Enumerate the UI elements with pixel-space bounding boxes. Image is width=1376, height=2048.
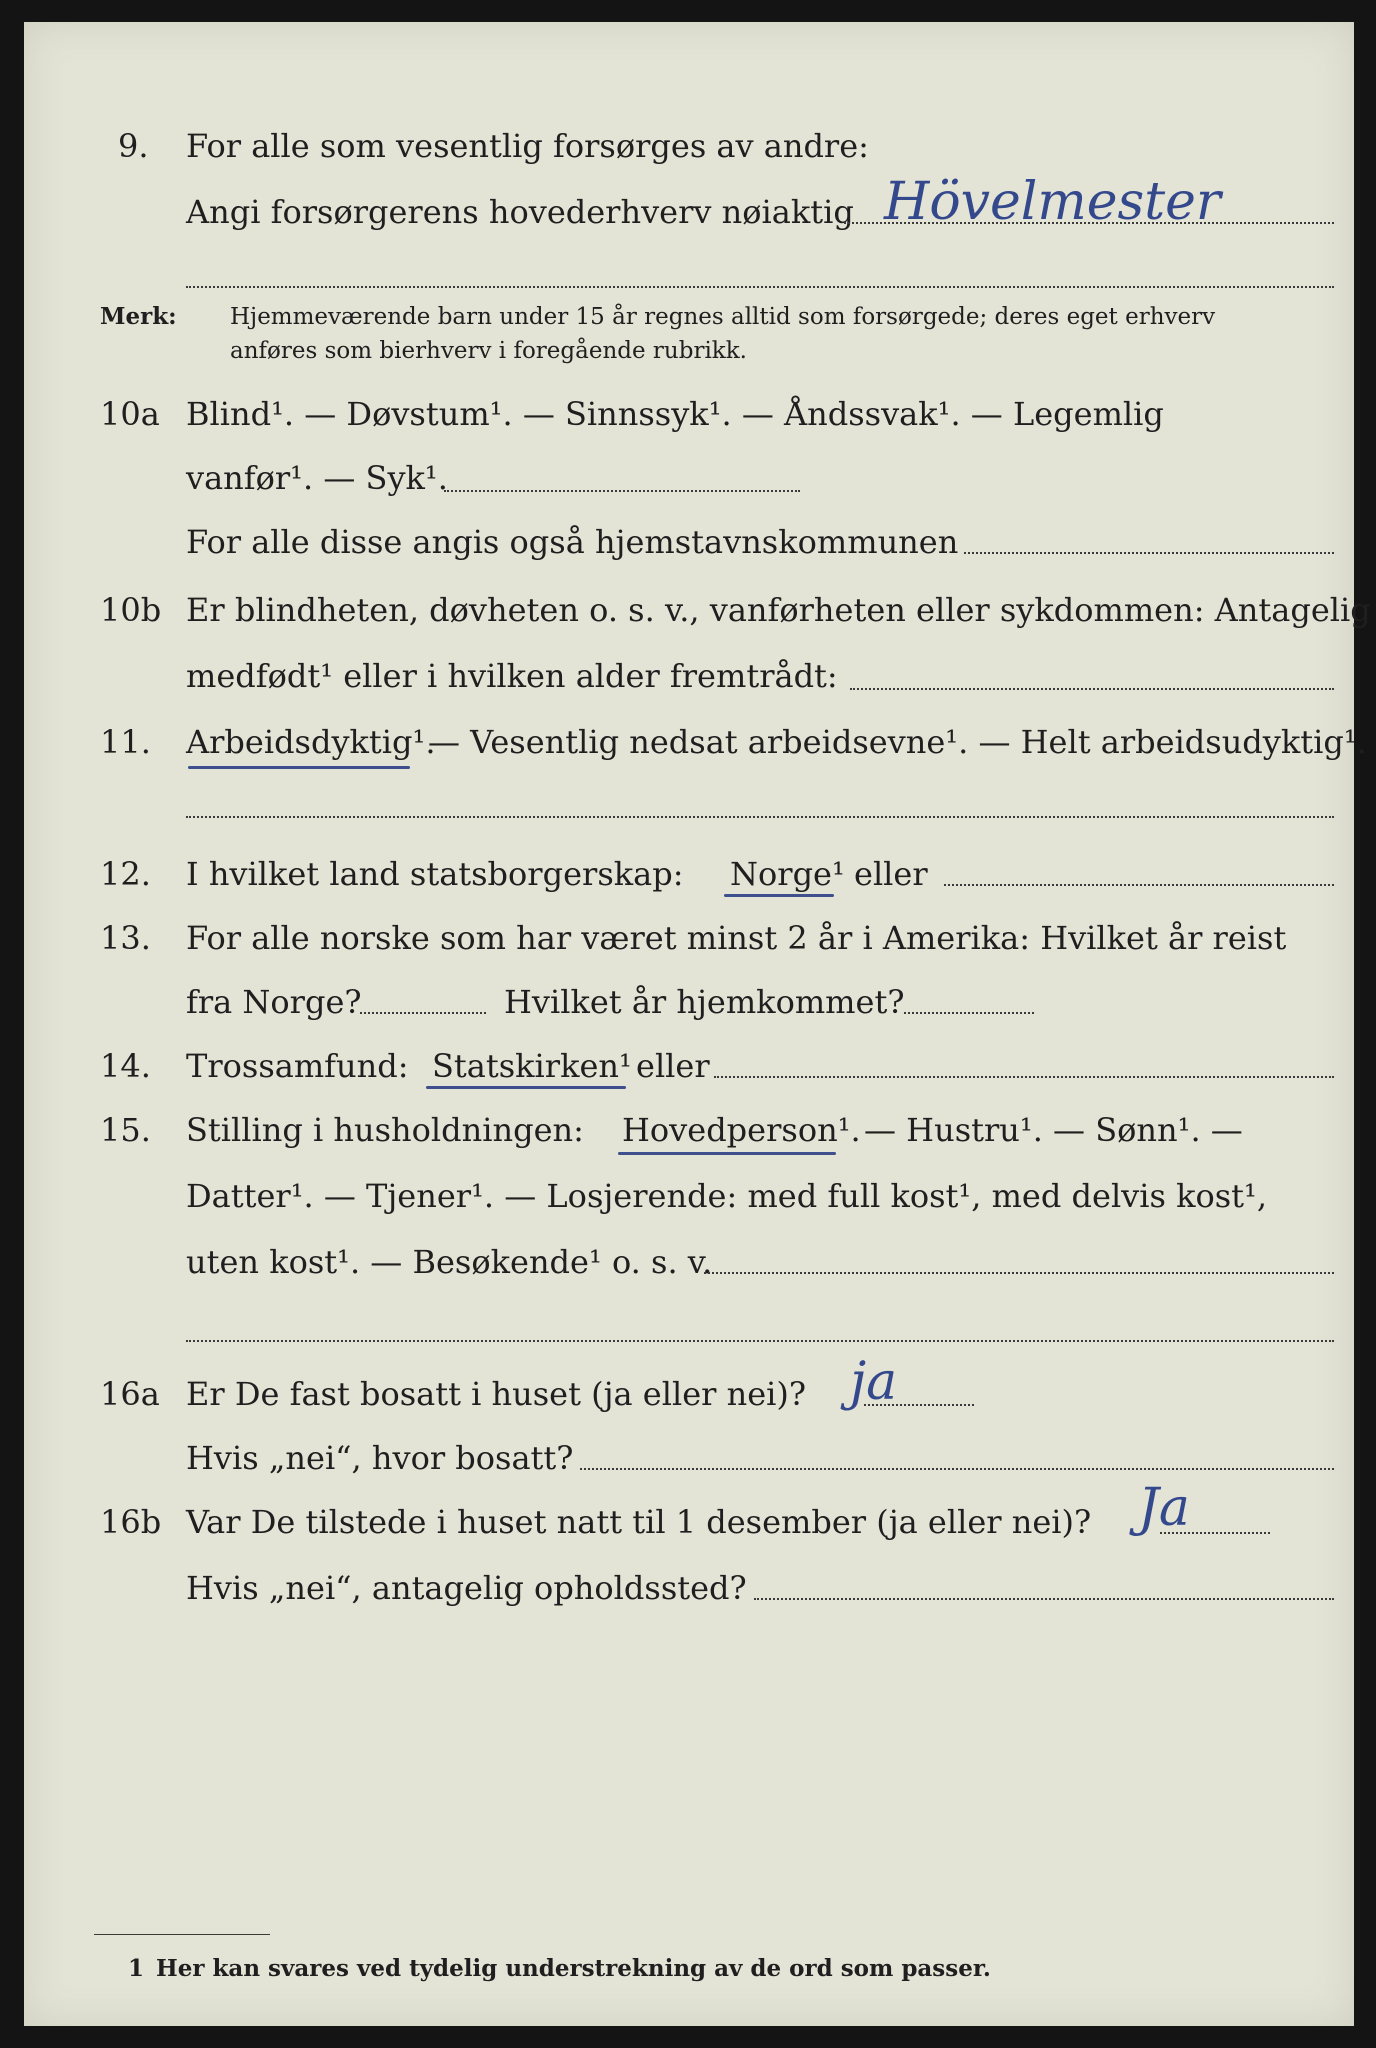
question-number-9: 9.	[118, 127, 149, 165]
answer-line-16a	[864, 1404, 974, 1406]
question-number-10a: 10a	[100, 395, 160, 433]
merk-label: Merk:	[100, 303, 177, 330]
separator-line	[186, 286, 1334, 288]
question-9-line2: Angi forsørgerens hovederhverv nøiaktig	[186, 193, 854, 231]
question-15-line3: uten kost¹. — Besøkende¹ o. s. v.	[186, 1243, 713, 1281]
question-number-13: 13.	[100, 919, 151, 957]
question-12-prefix: I hvilket land statsborgerskap:	[186, 855, 684, 893]
underline-hovedperson	[618, 1152, 836, 1155]
merk-line2: anføres som bierhverv i foregående rubrikk.	[230, 338, 747, 364]
question-13-line2a: fra Norge?	[186, 983, 362, 1021]
underline-arbeidsdyktig	[188, 766, 410, 769]
answer-line-10a-kommune	[964, 552, 1334, 554]
question-14-suffix: eller	[636, 1047, 710, 1085]
question-number-10b: 10b	[100, 591, 162, 629]
answer-line-16a-bosatt	[580, 1468, 1334, 1470]
answer-line-10b	[850, 688, 1334, 690]
footnote-rule	[94, 1934, 270, 1935]
answer-line-13-hjemkommet	[904, 1012, 1034, 1014]
question-number-12: 12.	[100, 855, 151, 893]
question-number-14: 14.	[100, 1047, 151, 1085]
answer-9-handwritten: Hövelmester	[884, 172, 1221, 232]
question-15-rest1: — Hustru¹. — Sønn¹. —	[864, 1111, 1243, 1149]
question-number-16a: 16a	[100, 1375, 160, 1413]
answer-line-16b	[1160, 1532, 1270, 1534]
question-13-line1: For alle norske som har været minst 2 år i Amerika: Hvilket år reist	[186, 919, 1287, 957]
answer-line-15	[704, 1272, 1334, 1274]
form-page	[24, 22, 1371, 2026]
question-14-prefix: Trossamfund:	[186, 1047, 409, 1085]
question-15-line2: Datter¹. — Tjener¹. — Losjerende: med full kost¹, med delvis kost¹,	[186, 1177, 1268, 1215]
option-norge: Norge¹	[730, 855, 845, 893]
question-16a-line1: Er De fast bosatt i huset (ja eller nei)?	[186, 1375, 807, 1413]
separator-line	[186, 816, 1334, 818]
answer-16b-handwritten: Ja	[1138, 1478, 1190, 1538]
question-16b-line2: Hvis „nei“, antagelig opholdssted?	[186, 1569, 747, 1607]
answer-line-13-reist	[360, 1012, 486, 1014]
question-10a-line3: For alle disse angis også hjemstavnskommunen	[186, 523, 959, 561]
footnote-text: Her kan svares ved tydelig understrekning av de ord som passer.	[156, 1955, 991, 1982]
question-15-prefix: Stilling i husholdningen:	[186, 1111, 584, 1149]
question-16b-line1: Var De tilstede i huset natt til 1 desember (ja eller nei)?	[186, 1503, 1092, 1541]
question-12-suffix: eller	[854, 855, 928, 893]
question-number-16b: 16b	[100, 1503, 162, 1541]
question-11-rest: — Vesentlig nedsat arbeidsevne¹. — Helt arbeidsudyktig¹.	[428, 723, 1367, 761]
option-statskirken: Statskirken¹	[432, 1047, 632, 1085]
answer-line-10a	[444, 490, 800, 492]
merk-line1: Hjemmeværende barn under 15 år regnes alltid som forsørgede; deres eget erhverv	[230, 304, 1216, 330]
option-hovedperson: Hovedperson¹.	[622, 1111, 861, 1149]
option-arbeidsdyktig: Arbeidsdyktig¹.	[186, 723, 436, 761]
answer-16a-handwritten: ja	[850, 1352, 898, 1412]
question-10a-line1: Blind¹. — Døvstum¹. — Sinnssyk¹. — Åndssvak¹. — Legemlig	[186, 395, 1164, 433]
answer-line-16b-opholdssted	[754, 1598, 1334, 1600]
question-9-line1: For alle som vesentlig forsørges av andre:	[186, 127, 869, 165]
question-16a-line2: Hvis „nei“, hvor bosatt?	[186, 1439, 574, 1477]
question-10b-line1: Er blindheten, døvheten o. s. v., vanførheten eller sykdommen: Antagelig	[186, 591, 1371, 629]
footnote-mark: 1	[128, 1955, 145, 1982]
question-number-15: 15.	[100, 1111, 151, 1149]
answer-line-14	[714, 1076, 1334, 1078]
question-10a-line2: vanfør¹. — Syk¹.	[186, 459, 448, 497]
underline-statskirken	[426, 1086, 626, 1089]
underline-norge	[724, 894, 834, 897]
separator-line	[186, 1340, 1334, 1342]
question-10b-line2: medfødt¹ eller i hvilken alder fremtrådt:	[186, 657, 838, 695]
answer-line-12	[944, 884, 1334, 886]
question-number-11: 11.	[100, 723, 151, 761]
question-13-line2b: Hvilket år hjemkommet?	[504, 983, 905, 1021]
